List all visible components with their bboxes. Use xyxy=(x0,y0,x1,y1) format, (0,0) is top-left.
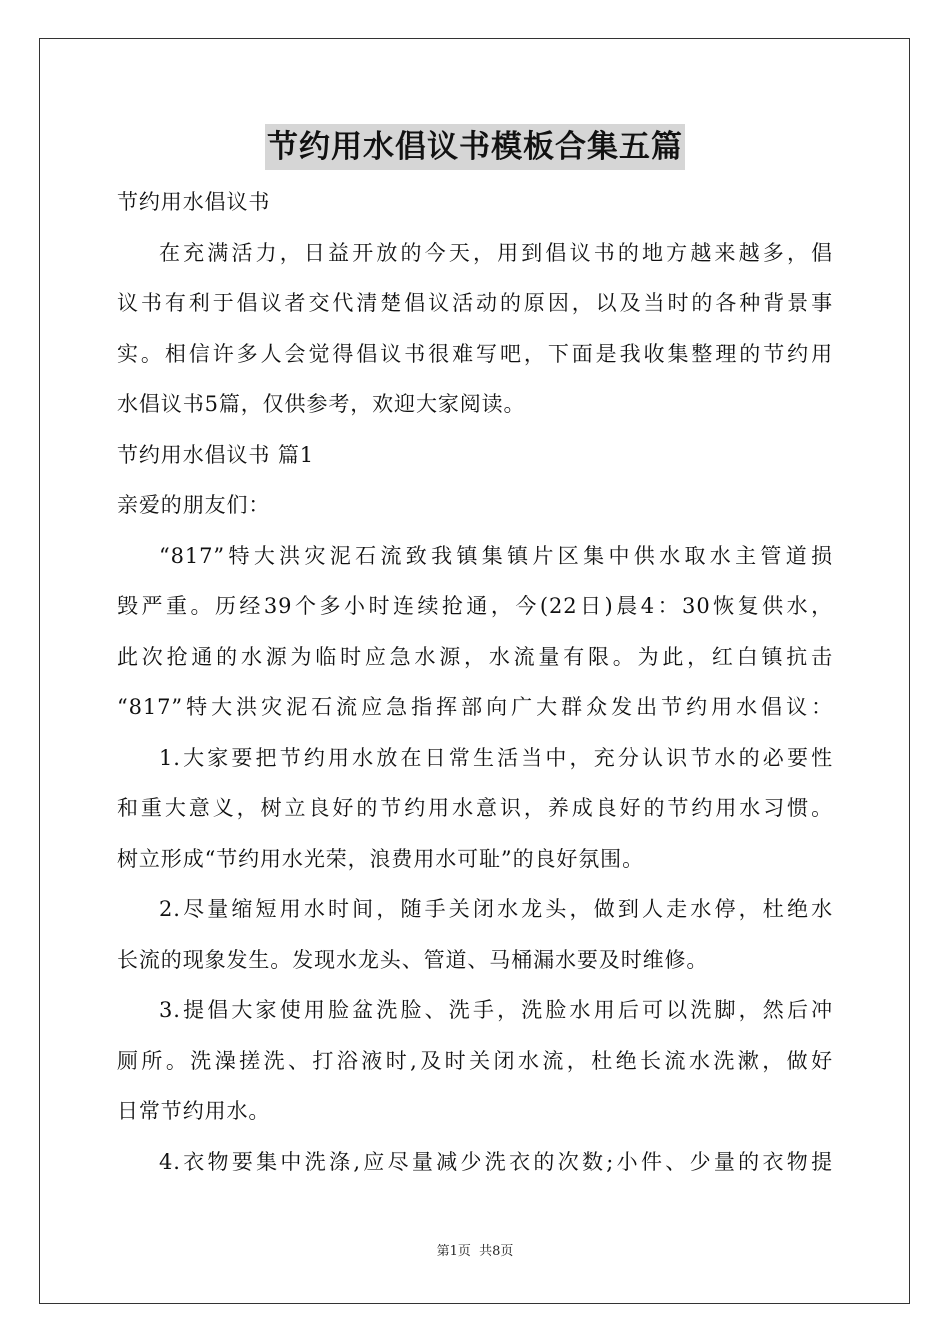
document-body xyxy=(117,177,833,1187)
text-line: 亲爱的朋友们： xyxy=(117,493,271,517)
text-line: “817”特大洪灾泥石流致我镇集镇片区集中供水取水主管道损 xyxy=(159,543,833,568)
text-line: 实。相信许多人会觉得倡议书很难写吧，下面是我收集整理的节约用 xyxy=(117,341,833,366)
text-line: 树立形成“节约用水光荣，浪费用水可耻”的良好氛围。 xyxy=(117,846,644,871)
text-line: 长流的现象发生。发现水龙头、管道、马桶漏水要及时维修。 xyxy=(117,947,709,972)
page-footer xyxy=(0,1240,950,1259)
text-line: 1.大家要把节约用水放在日常生活当中，充分认识节水的必要性 xyxy=(159,745,833,770)
text-line: 节约用水倡议书 xyxy=(117,190,271,214)
page-total: 共8页 xyxy=(479,1244,514,1259)
text-line: 4.衣物要集中洗涤,应尽量减少洗衣的次数;小件、少量的衣物提 xyxy=(159,1149,833,1174)
text-line: 在充满活力，日益开放的今天，用到倡议书的地方越来越多，倡 xyxy=(159,240,833,265)
text-line: 节约用水倡议书 篇1 xyxy=(117,442,315,467)
text-line: 议书有利于倡议者交代清楚倡议活动的原因，以及当时的各种背景事 xyxy=(117,291,833,315)
text-line: 和重大意义，树立良好的节约用水意识，养成良好的节约用水习惯。 xyxy=(117,796,833,820)
text-line: 日常节约用水。 xyxy=(117,1099,271,1123)
text-line: 此次抢通的水源为临时应急水源，水流量有限。为此，红白镇抗击 xyxy=(117,644,833,669)
document-title: 节约用水倡议书模板合集五篇 xyxy=(265,124,685,170)
text-line: 水倡议书5篇，仅供参考，欢迎大家阅读。 xyxy=(117,392,526,416)
title-container xyxy=(0,124,950,170)
page-number: 第1页 xyxy=(436,1244,471,1259)
text-line: “817”特大洪灾泥石流应急指挥部向广大群众发出节约用水倡议： xyxy=(117,695,833,719)
text-line: 毁严重。历经39个多小时连续抢通，今(22日)晨4：30恢复供水， xyxy=(117,594,833,618)
text-line: 3.提倡大家使用脸盆洗脸、洗手，洗脸水用后可以洗脚，然后冲 xyxy=(159,998,833,1022)
text-line: 2.尽量缩短用水时间，随手关闭水龙头，做到人走水停，杜绝水 xyxy=(159,897,833,921)
text-line: 厕所。洗澡搓洗、打浴液时,及时关闭水流，杜绝长流水洗漱，做好 xyxy=(117,1048,833,1073)
